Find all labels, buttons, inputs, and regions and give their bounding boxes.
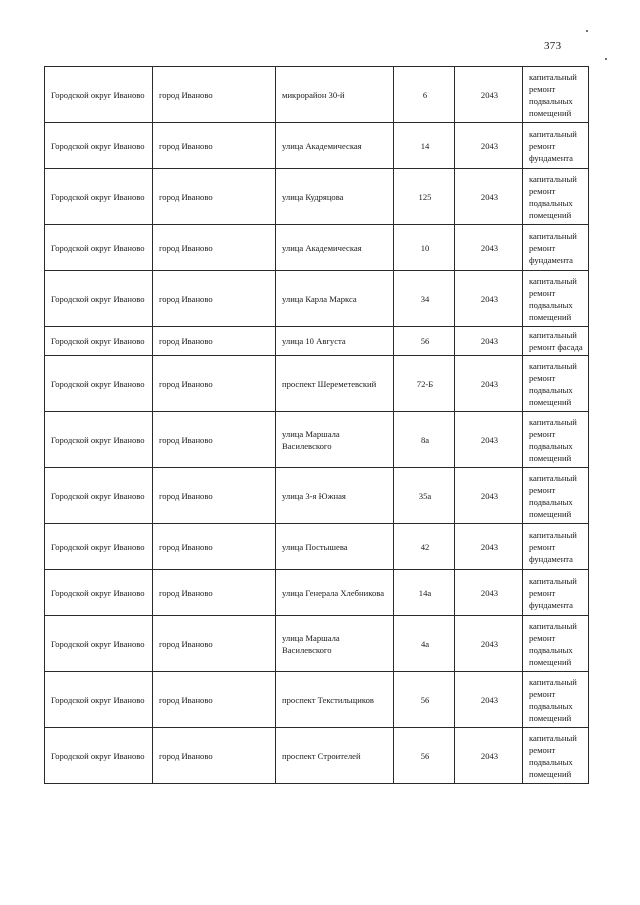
- work-text: капитальный ремонт фундамента: [529, 575, 577, 610]
- settlement-text: город Иваново: [159, 587, 213, 598]
- year-text: 2043: [480, 140, 499, 151]
- year-text: 2043: [480, 191, 499, 202]
- table-row: [45, 570, 589, 616]
- table-row: [45, 728, 589, 784]
- municipality-cell: [45, 67, 153, 123]
- year-cell: [455, 356, 523, 412]
- year-text: 2043: [480, 378, 499, 389]
- street-cell: [276, 468, 394, 524]
- settlement-cell: [153, 356, 276, 412]
- house-text: 56: [420, 750, 430, 761]
- municipality-cell: [45, 468, 153, 524]
- settlement-cell: [153, 616, 276, 672]
- table-row: [45, 468, 589, 524]
- work-text: капитальный ремонт подвальных помещений: [529, 275, 577, 322]
- table-row: [45, 225, 589, 271]
- municipality-text: Городской округ Иваново: [51, 336, 145, 346]
- municipality-text: Городской округ Иваново: [51, 541, 145, 552]
- work-type-cell: [523, 570, 589, 616]
- work-type-cell: [523, 169, 589, 225]
- municipality-cell: [45, 356, 153, 412]
- scan-speck: [586, 30, 588, 32]
- house-text: 4а: [420, 638, 430, 649]
- year-text: 2043: [480, 336, 499, 346]
- street-cell: [276, 225, 394, 271]
- year-text: 2043: [480, 587, 499, 598]
- house-number-cell: [394, 327, 455, 356]
- house-number-cell: [394, 271, 455, 327]
- street-cell: [276, 67, 394, 123]
- table-row: [45, 616, 589, 672]
- year-cell: [455, 327, 523, 356]
- street-text: улица Академическая: [282, 140, 362, 151]
- table-row: [45, 123, 589, 169]
- settlement-text: город Иваново: [159, 490, 213, 501]
- house-number-cell: [394, 412, 455, 468]
- settlement-text: город Иваново: [159, 541, 213, 552]
- table-body: [45, 67, 589, 784]
- year-cell: [455, 412, 523, 468]
- house-text: 56: [420, 336, 430, 346]
- street-cell: [276, 123, 394, 169]
- year-cell: [455, 570, 523, 616]
- work-text: капитальный ремонт фасада: [529, 330, 583, 352]
- municipality-cell: [45, 728, 153, 784]
- work-text: капитальный ремонт подвальных помещений: [529, 732, 577, 779]
- street-cell: [276, 728, 394, 784]
- work-type-cell: [523, 271, 589, 327]
- house-number-cell: [394, 616, 455, 672]
- year-text: 2043: [480, 242, 499, 253]
- table-row: [45, 672, 589, 728]
- page-number: 373: [544, 40, 562, 52]
- house-number-cell: [394, 468, 455, 524]
- street-text: улица Карла Маркса: [282, 293, 357, 304]
- street-text: микрорайон 30-й: [282, 89, 345, 100]
- scan-speck: [605, 58, 607, 60]
- municipality-cell: [45, 169, 153, 225]
- table-row: [45, 356, 589, 412]
- house-number-cell: [394, 67, 455, 123]
- street-cell: [276, 524, 394, 570]
- table-row: [45, 412, 589, 468]
- house-text: 72-Б: [416, 378, 434, 389]
- municipality-text: Городской округ Иваново: [51, 140, 145, 151]
- year-cell: [455, 67, 523, 123]
- settlement-cell: [153, 225, 276, 271]
- street-cell: [276, 327, 394, 356]
- house-number-cell: [394, 728, 455, 784]
- work-type-cell: [523, 356, 589, 412]
- municipality-text: Городской округ Иваново: [51, 694, 145, 705]
- house-number-cell: [394, 356, 455, 412]
- year-cell: [455, 728, 523, 784]
- year-text: 2043: [480, 490, 499, 501]
- street-text: проспект Текстильщиков: [282, 694, 374, 705]
- municipality-cell: [45, 271, 153, 327]
- settlement-text: город Иваново: [159, 336, 213, 346]
- house-number-cell: [394, 123, 455, 169]
- house-text: 34: [420, 293, 430, 304]
- year-cell: [455, 468, 523, 524]
- settlement-cell: [153, 271, 276, 327]
- municipality-cell: [45, 412, 153, 468]
- house-text: 8а: [420, 434, 430, 445]
- work-type-cell: [523, 67, 589, 123]
- street-cell: [276, 169, 394, 225]
- settlement-text: город Иваново: [159, 750, 213, 761]
- settlement-cell: [153, 169, 276, 225]
- house-number-cell: [394, 169, 455, 225]
- street-text: улица 10 Августа: [282, 336, 346, 346]
- settlement-cell: [153, 728, 276, 784]
- street-text: улица Кудряцова: [282, 191, 344, 202]
- settlement-text: город Иваново: [159, 638, 213, 649]
- work-text: капитальный ремонт фундамента: [529, 230, 577, 265]
- settlement-text: город Иваново: [159, 378, 213, 389]
- street-text: улица Маршала Василевского: [282, 428, 340, 451]
- work-text: капитальный ремонт подвальных помещений: [529, 360, 577, 407]
- house-text: 56: [420, 694, 430, 705]
- year-cell: [455, 169, 523, 225]
- street-cell: [276, 672, 394, 728]
- street-cell: [276, 356, 394, 412]
- municipality-cell: [45, 123, 153, 169]
- house-text: 42: [420, 541, 430, 552]
- street-cell: [276, 271, 394, 327]
- table-row: [45, 271, 589, 327]
- work-type-cell: [523, 123, 589, 169]
- work-text: капитальный ремонт подвальных помещений: [529, 416, 577, 463]
- work-type-cell: [523, 412, 589, 468]
- street-text: улица Постышева: [282, 541, 348, 552]
- table-row: [45, 67, 589, 123]
- year-cell: [455, 271, 523, 327]
- year-text: 2043: [480, 434, 499, 445]
- year-cell: [455, 225, 523, 271]
- settlement-cell: [153, 524, 276, 570]
- work-type-cell: [523, 672, 589, 728]
- year-text: 2043: [480, 89, 499, 100]
- street-cell: [276, 412, 394, 468]
- table-row: [45, 524, 589, 570]
- settlement-cell: [153, 412, 276, 468]
- year-cell: [455, 672, 523, 728]
- municipality-text: Городской округ Иваново: [51, 293, 145, 304]
- work-type-cell: [523, 728, 589, 784]
- settlement-text: город Иваново: [159, 89, 213, 100]
- settlement-cell: [153, 327, 276, 356]
- municipality-cell: [45, 570, 153, 616]
- year-text: 2043: [480, 541, 499, 552]
- work-text: капитальный ремонт подвальных помещений: [529, 620, 577, 667]
- house-text: 14а: [418, 587, 432, 598]
- work-type-cell: [523, 524, 589, 570]
- table-row: [45, 327, 589, 356]
- street-text: улица 3-я Южная: [282, 490, 346, 501]
- settlement-text: город Иваново: [159, 191, 213, 202]
- work-type-cell: [523, 327, 589, 356]
- municipality-cell: [45, 616, 153, 672]
- year-cell: [455, 616, 523, 672]
- settlement-text: город Иваново: [159, 242, 213, 253]
- year-text: 2043: [480, 694, 499, 705]
- street-text: улица Маршала Василевского: [282, 632, 340, 655]
- settlement-text: город Иваново: [159, 694, 213, 705]
- street-text: улица Академическая: [282, 242, 362, 253]
- house-text: 10: [420, 242, 430, 253]
- year-text: 2043: [480, 638, 499, 649]
- work-text: капитальный ремонт фундамента: [529, 128, 577, 163]
- municipality-cell: [45, 524, 153, 570]
- year-text: 2043: [480, 293, 499, 304]
- settlement-cell: [153, 570, 276, 616]
- municipality-cell: [45, 327, 153, 356]
- municipality-text: Городской округ Иваново: [51, 587, 145, 598]
- house-text: 14: [420, 140, 430, 151]
- house-number-cell: [394, 672, 455, 728]
- house-text: 125: [418, 191, 432, 202]
- municipality-text: Городской округ Иваново: [51, 434, 145, 445]
- year-cell: [455, 123, 523, 169]
- street-text: проспект Строителей: [282, 750, 361, 761]
- street-text: проспект Шереметевский: [282, 378, 377, 389]
- work-text: капитальный ремонт подвальных помещений: [529, 676, 577, 723]
- work-type-cell: [523, 616, 589, 672]
- municipality-text: Городской округ Иваново: [51, 638, 145, 649]
- municipality-text: Городской округ Иваново: [51, 750, 145, 761]
- street-cell: [276, 616, 394, 672]
- housing-repair-table: [44, 66, 589, 784]
- settlement-text: город Иваново: [159, 434, 213, 445]
- work-text: капитальный ремонт подвальных помещений: [529, 71, 577, 118]
- municipality-text: Городской округ Иваново: [51, 378, 145, 389]
- house-number-cell: [394, 524, 455, 570]
- table-row: [45, 169, 589, 225]
- house-text: 6: [422, 89, 428, 100]
- year-cell: [455, 524, 523, 570]
- work-type-cell: [523, 468, 589, 524]
- municipality-cell: [45, 672, 153, 728]
- settlement-cell: [153, 123, 276, 169]
- municipality-text: Городской округ Иваново: [51, 242, 145, 253]
- municipality-text: Городской округ Иваново: [51, 490, 145, 501]
- settlement-cell: [153, 672, 276, 728]
- street-cell: [276, 570, 394, 616]
- settlement-text: город Иваново: [159, 293, 213, 304]
- settlement-cell: [153, 468, 276, 524]
- work-text: капитальный ремонт подвальных помещений: [529, 173, 577, 220]
- house-number-cell: [394, 225, 455, 271]
- municipality-text: Городской округ Иваново: [51, 89, 145, 100]
- house-number-cell: [394, 570, 455, 616]
- street-text: улица Генерала Хлебникова: [282, 587, 385, 598]
- work-text: капитальный ремонт фундамента: [529, 529, 577, 564]
- house-text: 35а: [418, 490, 432, 501]
- year-text: 2043: [480, 750, 499, 761]
- work-type-cell: [523, 225, 589, 271]
- settlement-text: город Иваново: [159, 140, 213, 151]
- settlement-cell: [153, 67, 276, 123]
- work-text: капитальный ремонт подвальных помещений: [529, 472, 577, 519]
- municipality-text: Городской округ Иваново: [51, 191, 145, 202]
- municipality-cell: [45, 225, 153, 271]
